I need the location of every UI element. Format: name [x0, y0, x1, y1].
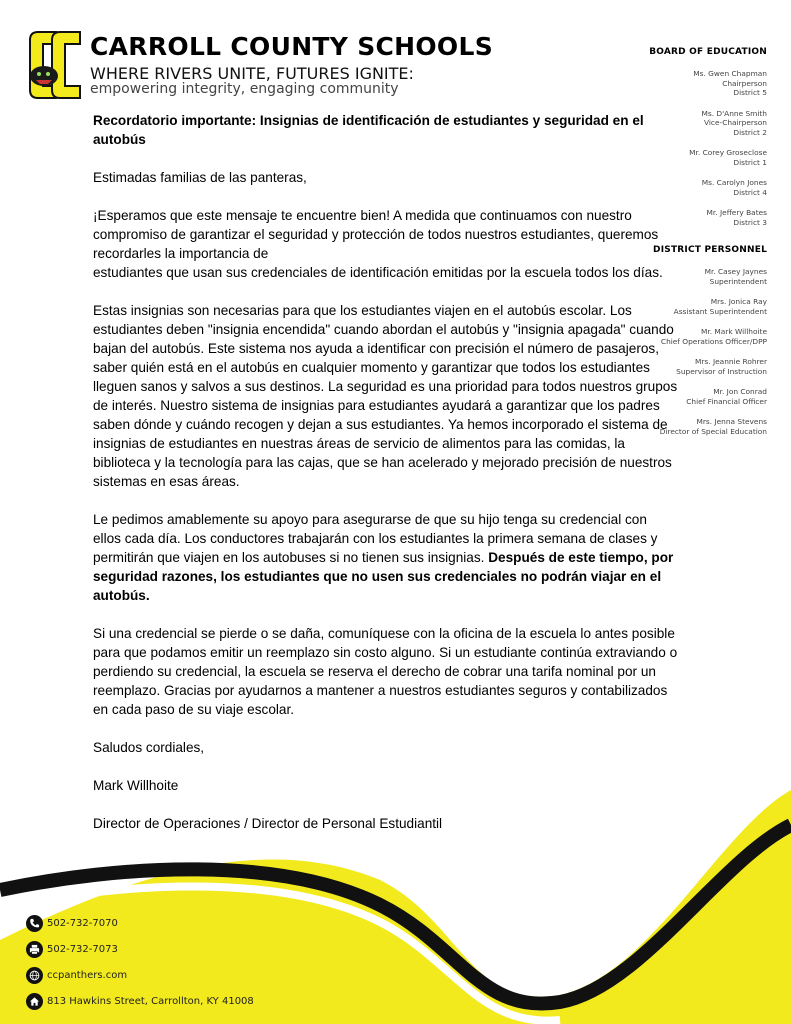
- member-district: District 2: [733, 127, 767, 137]
- personnel-title: Supervisor of Instruction: [676, 366, 767, 376]
- cc-panther-logo: [26, 30, 84, 100]
- personnel-title: Superintendent: [709, 276, 767, 286]
- globe-icon: [26, 967, 43, 984]
- signer-title: Director de Operaciones / Director de Personal Estudiantil: [93, 816, 443, 831]
- personnel-title: Assistant Superintendent: [673, 306, 767, 316]
- member-name: Ms. D'Anne Smith: [701, 108, 767, 118]
- board-heading: BOARD OF EDUCATION: [649, 47, 767, 57]
- personnel-name: Mrs. Jeannie Rohrer: [694, 357, 767, 366]
- personnel-name: Mr. Jon Conrad: [713, 387, 767, 396]
- paragraph-bold-text: Después de este tiempo, por seguridad razones, los estudiantes que no usen sus credenciales no podrán viajar en el autobús.: [93, 550, 674, 603]
- personnel-name: Mrs. Jonica Ray: [710, 297, 767, 306]
- letter-paragraph: [93, 510, 678, 605]
- contact-website: [26, 962, 254, 988]
- personnel-title: Chief Operations Officer/DPP: [660, 336, 767, 346]
- home-icon: [26, 993, 43, 1010]
- personnel-title: Chief Financial Officer: [686, 396, 767, 406]
- contact-phone: [26, 910, 254, 936]
- personnel-heading: DISTRICT PERSONNEL: [653, 245, 767, 255]
- letter-closing: Saludos cordiales,: [93, 740, 205, 755]
- signer-name: Mark Willhoite: [93, 778, 179, 793]
- phone-icon: [26, 915, 43, 932]
- paragraph-text: Le pedimos amablemente su apoyo para asegurarse de que su hijo tenga su credencial con ellos cada día. Los conductores trabajarán con los estudiantes la primera semana de clases y permitirán que viajen en los autobuses si no tienen sus insignias.: [93, 512, 658, 565]
- board-member: [617, 69, 767, 98]
- member-role: Vice-Chairperson: [703, 118, 767, 127]
- letter-paragraph: [93, 206, 678, 282]
- member-district: District 5: [733, 88, 767, 97]
- member-name: Mr. Corey Groseclose: [689, 148, 767, 157]
- member-role: Chairperson: [722, 78, 767, 88]
- member-district: District 4: [733, 187, 767, 197]
- footer-contacts: [26, 910, 254, 1014]
- org-name: CARROLL COUNTY SCHOOLS: [90, 32, 494, 61]
- paragraph-text: estudiantes que usan sus credenciales de identificación emitidas por la escuela todos los días.: [93, 265, 663, 280]
- member-district: District 1: [733, 157, 767, 167]
- contact-fax-text: 502-732-7073: [47, 943, 118, 955]
- letter-paragraph: Si una credencial se pierde o se daña, comuníquese con la oficina de la escuela lo antes posible para que podamos emitir un reemplazo sin costo alguno. Si un estudiante continúa extraviando o perdiendo su credencial, la escuela se reserva el derecho de cobrar una tarifa nominal por un reemplazo. Gracias por ayudarnos a mantener a nuestros estudiantes seguros y contabilizados en cada paso de su viaje escolar.: [93, 626, 678, 717]
- paragraph-text: ¡Esperamos que este mensaje te encuentre bien! A medida que continuamos con nuestro compromiso de garantizar el seguridad y protección de todos nuestros estudiantes, queremos recordarles la importancia de: [93, 208, 659, 261]
- personnel-name: Mr. Casey Jaynes: [704, 267, 767, 276]
- contact-website-text[interactable]: ccpanthers.com: [47, 969, 128, 981]
- personnel-title: Director of Special Education: [659, 426, 767, 436]
- motto: WHERE RIVERS UNITE, FUTURES IGNITE:: [90, 64, 414, 83]
- personnel-name: Mrs. Jenna Stevens: [696, 417, 767, 426]
- letter-body: [93, 111, 678, 852]
- member-name: Ms. Gwen Chapman: [693, 69, 767, 78]
- letter-paragraph: Estas insignias son necesarias para que los estudiantes viajen en el autobús escolar. Los estudiantes deben "insignia encendida" cuando abordan el autobús y "insignia apagada" cuando bajan del autobús. Este sistema nos ayuda a identificar con precisión el número de pasajeros, saber quién está en el autobús en cualquier momento y garantizar que todos los estudiantes lleguen sanos y salvos a sus destinos. La seguridad es una prioridad para todos nuestros grupos de interés. Nuestro sistema de insignias para estudiantes ayudará a garantizar que los padres saben dónde y cuándo recogen y dejan a sus estudiantes. Ya hemos incorporado el sistema de insignias de estudiantes en nuestras áreas de servicio de alimentos para las comidas, la biblioteca y la tecnología para las cajas, que se han acelerado y mejorado precisión de nuestros sistemas en esas áreas.: [93, 303, 678, 489]
- contact-address-text: 813 Hawkins Street, Carrollton, KY 41008: [47, 995, 254, 1007]
- tagline: empowering integrity, engaging community: [90, 81, 399, 97]
- fax-icon: [26, 941, 43, 958]
- contact-address: [26, 988, 254, 1014]
- member-district: District 3: [733, 217, 767, 227]
- contact-phone-text[interactable]: 502-732-7070: [47, 917, 118, 929]
- letter-subject: Recordatorio importante: Insignias de identificación de estudiantes y seguridad en el autobús: [93, 113, 644, 147]
- member-name: Ms. Carolyn Jones: [701, 178, 767, 187]
- contact-fax: [26, 936, 254, 962]
- member-name: Mr. Jeffery Bates: [706, 208, 767, 217]
- personnel-name: Mr. Mark Willhoite: [700, 327, 767, 336]
- letter-greeting: Estimadas familias de las panteras,: [93, 170, 307, 185]
